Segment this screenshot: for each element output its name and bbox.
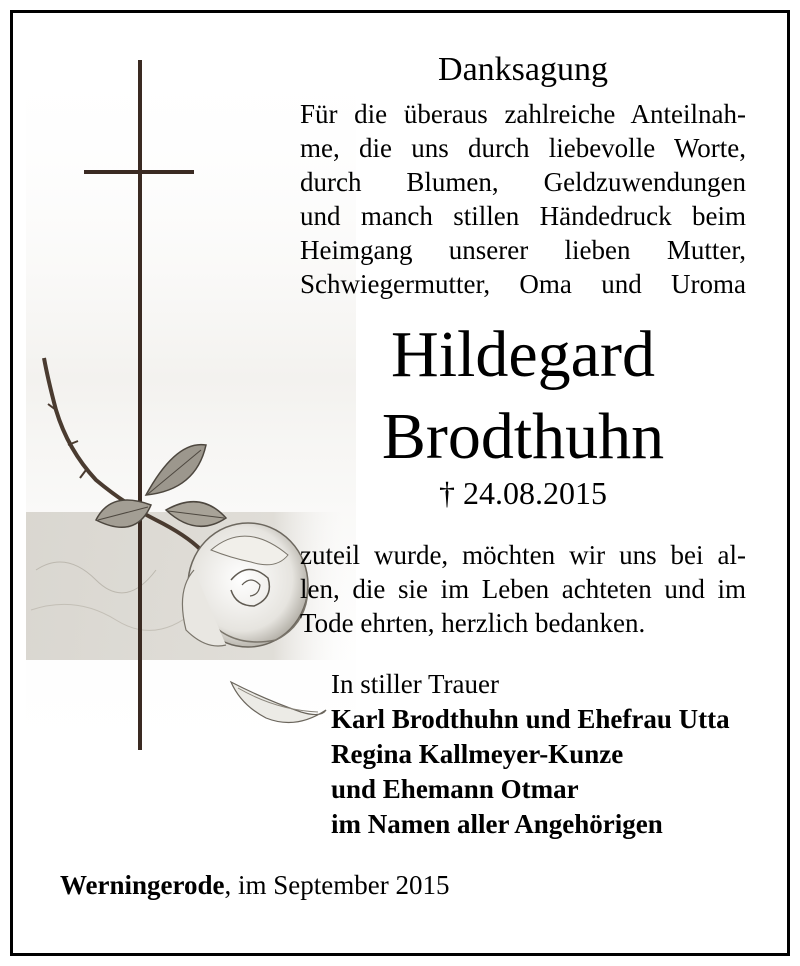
mourners-block — [331, 667, 730, 842]
mourner-line: Regina Kallmeyer-Kunze — [331, 739, 624, 769]
death-date: † 24.08.2015 — [439, 475, 607, 511]
mourner-line: Karl Brodthuhn und Ehefrau Utta — [331, 704, 730, 734]
closing-line: zuteil wurde, möchten wir uns bei al- — [300, 540, 746, 570]
mourning-intro: In stiller Trauer — [331, 669, 499, 699]
place-name: Werningerode — [60, 870, 225, 900]
intro-line: Schwiegermutter, Oma und Uroma — [300, 269, 746, 299]
closing-line: len, die sie im Leben achteten und im — [300, 574, 746, 604]
mourner-line: im Namen aller Angehörigen — [331, 809, 663, 839]
intro-line: Heimgang unserer lieben Mutter, — [300, 235, 746, 265]
intro-paragraph — [300, 97, 746, 301]
notice-title: Danksagung — [438, 51, 608, 88]
closing-paragraph — [300, 538, 746, 640]
place-date: , im September 2015 — [224, 870, 450, 900]
place-and-date — [60, 868, 449, 902]
intro-line: me, die uns durch liebevolle Worte, — [300, 133, 746, 163]
deceased-last-name: Brodthuhn — [381, 400, 665, 473]
intro-line: und manch stillen Händedruck beim — [300, 201, 746, 231]
intro-line: Für die überaus zahlreiche Anteilnah- — [300, 99, 746, 129]
mourner-line: und Ehemann Otmar — [331, 774, 579, 804]
deceased-first-name: Hildegard — [391, 318, 655, 391]
closing-line: Tode ehrten, herzlich bedanken. — [300, 608, 646, 638]
intro-line: durch Blumen, Geldzuwendungen — [300, 167, 746, 197]
